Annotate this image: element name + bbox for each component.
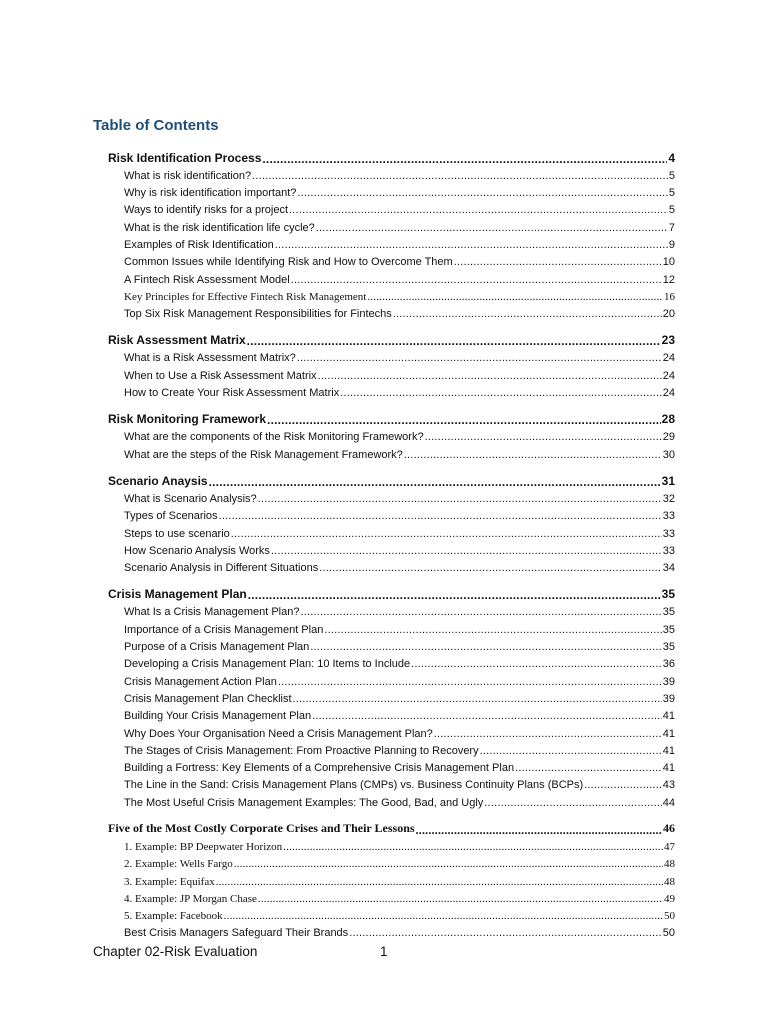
toc-item-page: 36 bbox=[662, 658, 675, 671]
toc-leader-dots bbox=[316, 223, 668, 234]
toc-section-page: 4 bbox=[668, 150, 675, 165]
toc-item-entry[interactable] bbox=[108, 347, 675, 364]
toc-item-page: 41 bbox=[662, 727, 675, 740]
toc-item-entry[interactable] bbox=[108, 182, 675, 199]
toc-item-label: Examples of Risk Identification bbox=[124, 238, 274, 251]
toc-item-page: 35 bbox=[662, 623, 675, 636]
toc-leader-dots bbox=[319, 563, 662, 574]
toc-item-label: 5. Example: Facebook bbox=[124, 910, 223, 923]
toc-item-entry[interactable] bbox=[108, 443, 675, 460]
toc-item-entry[interactable] bbox=[108, 791, 675, 808]
toc-item-label: The Stages of Crisis Management: From Proactive Planning to Recovery bbox=[124, 744, 479, 757]
toc-item-page: 29 bbox=[662, 431, 675, 444]
toc-item-label: Crisis Management Action Plan bbox=[124, 675, 277, 688]
toc-leader-dots bbox=[293, 694, 662, 705]
toc-item-page: 49 bbox=[664, 892, 675, 905]
toc-item-page: 47 bbox=[664, 841, 675, 853]
toc-item-label: Scenario Analysis in Different Situations bbox=[124, 562, 319, 575]
toc-item-label: 2. Example: Wells Fargo bbox=[124, 858, 233, 871]
toc-item-page: 50 bbox=[664, 910, 675, 923]
toc-section-entry[interactable] bbox=[108, 584, 675, 602]
toc-section-page: 35 bbox=[661, 587, 675, 602]
toc-item-entry[interactable] bbox=[108, 601, 675, 618]
toc-item-label: Steps to use scenario bbox=[124, 527, 230, 540]
toc-item-label: Developing a Crisis Management Plan: 10 Items to Include bbox=[124, 658, 411, 671]
toc-item-label: Crisis Management Plan Checklist bbox=[124, 692, 292, 705]
toc-leader-dots bbox=[454, 257, 662, 268]
toc-item-page: 50 bbox=[662, 927, 675, 940]
toc-item-entry[interactable] bbox=[108, 705, 675, 722]
toc-leader-dots bbox=[312, 711, 662, 722]
toc-leader-dots bbox=[247, 335, 661, 347]
toc-item-entry[interactable] bbox=[108, 688, 675, 705]
toc-item-label: Purpose of a Crisis Management Plan bbox=[124, 641, 310, 654]
toc-item-label: Building Your Crisis Management Plan bbox=[124, 710, 312, 723]
toc-leader-dots bbox=[515, 763, 662, 774]
toc-item-page: 24 bbox=[662, 352, 675, 365]
toc-leader-dots bbox=[434, 729, 662, 740]
toc-item-entry[interactable] bbox=[108, 722, 675, 739]
toc-section-page: 28 bbox=[661, 412, 675, 427]
toc-item-label: Importance of a Crisis Management Plan bbox=[124, 623, 324, 636]
toc-item-page: 32 bbox=[662, 492, 675, 505]
toc-leader-dots bbox=[349, 928, 662, 939]
toc-item-page: 41 bbox=[662, 744, 675, 757]
toc-item-label: Common Issues while Identifying Risk and How to Overcome Them bbox=[124, 256, 453, 269]
toc-leader-dots bbox=[480, 746, 662, 757]
toc-item-page: 44 bbox=[662, 796, 675, 809]
toc-item-entry[interactable] bbox=[108, 670, 675, 687]
toc-leader-dots bbox=[216, 877, 663, 888]
toc-item-label: 3. Example: Equifax bbox=[124, 875, 215, 888]
toc-leader-dots bbox=[262, 153, 667, 165]
toc-leader-dots bbox=[248, 589, 661, 601]
toc-item-entry[interactable] bbox=[108, 853, 675, 870]
toc-item-label: What are the components of the Risk Monitoring Framework? bbox=[124, 431, 424, 444]
toc-leader-dots bbox=[393, 309, 662, 320]
toc-item-page: 5 bbox=[668, 187, 675, 200]
toc-leader-dots bbox=[324, 625, 661, 636]
toc-item-entry[interactable] bbox=[108, 199, 675, 216]
toc-item-entry[interactable] bbox=[108, 870, 675, 887]
toc-leader-dots bbox=[252, 171, 668, 182]
toc-leader-dots bbox=[289, 205, 668, 216]
toc-item-entry[interactable] bbox=[108, 922, 675, 939]
toc-item-page: 43 bbox=[662, 779, 675, 792]
toc-item-page: 7 bbox=[668, 221, 675, 234]
toc-section-label: Risk Assessment Matrix bbox=[108, 333, 246, 348]
toc-item-label: What is risk identification? bbox=[124, 169, 252, 182]
toc-item-page: 35 bbox=[662, 641, 675, 654]
toc-item-entry[interactable] bbox=[108, 488, 675, 505]
toc-item-label: When to Use a Risk Assessment Matrix bbox=[124, 369, 317, 382]
table-of-contents bbox=[108, 147, 675, 939]
toc-item-label: Top Six Risk Management Responsibilities for Fintechs bbox=[124, 308, 392, 321]
toc-section-entry[interactable] bbox=[108, 818, 675, 836]
toc-item-page: 10 bbox=[662, 256, 675, 269]
toc-leader-dots bbox=[297, 188, 667, 199]
toc-leader-dots bbox=[291, 275, 662, 286]
toc-section-label: Five of the Most Costly Corporate Crises and Their Lessons bbox=[108, 820, 415, 835]
toc-item-entry[interactable] bbox=[108, 268, 675, 285]
toc-item-page: 33 bbox=[662, 544, 675, 557]
toc-leader-dots bbox=[367, 292, 663, 303]
toc-leader-dots bbox=[209, 476, 661, 488]
toc-item-entry[interactable] bbox=[108, 653, 675, 670]
toc-item-label: 1. Example: BP Deepwater Horizon bbox=[124, 841, 283, 853]
footer-page-number: 1 bbox=[380, 944, 388, 959]
toc-item-entry[interactable] bbox=[108, 364, 675, 381]
toc-item-entry[interactable] bbox=[108, 757, 675, 774]
toc-section-label: Crisis Management Plan bbox=[108, 587, 247, 602]
toc-item-page: 34 bbox=[662, 562, 675, 575]
toc-leader-dots bbox=[416, 824, 662, 836]
toc-item-entry[interactable] bbox=[108, 557, 675, 574]
toc-item-entry[interactable] bbox=[108, 165, 675, 182]
toc-item-page: 48 bbox=[664, 858, 675, 871]
toc-leader-dots bbox=[258, 894, 663, 905]
toc-item-entry[interactable] bbox=[108, 905, 675, 922]
page-title: Table of Contents bbox=[93, 117, 219, 134]
toc-item-label: What is Scenario Analysis? bbox=[124, 492, 257, 505]
toc-leader-dots bbox=[318, 371, 662, 382]
toc-item-entry[interactable] bbox=[108, 618, 675, 635]
toc-item-page: 24 bbox=[662, 369, 675, 382]
toc-item-entry[interactable] bbox=[108, 505, 675, 522]
toc-item-entry[interactable] bbox=[108, 251, 675, 268]
toc-item-entry[interactable] bbox=[108, 303, 675, 320]
toc-item-page: 24 bbox=[662, 387, 675, 400]
toc-section-label: Risk Monitoring Framework bbox=[108, 412, 267, 427]
toc-leader-dots bbox=[283, 842, 663, 853]
toc-item-entry[interactable] bbox=[108, 888, 675, 905]
toc-item-entry[interactable] bbox=[108, 286, 675, 303]
toc-leader-dots bbox=[404, 450, 662, 461]
toc-leader-dots bbox=[224, 911, 663, 922]
toc-item-entry[interactable] bbox=[108, 216, 675, 233]
toc-item-label: What is a Risk Assessment Matrix? bbox=[124, 352, 296, 365]
toc-item-page: 9 bbox=[668, 238, 675, 251]
toc-item-label: Key Principles for Effective Fintech Risk Management bbox=[124, 290, 367, 303]
toc-section-page: 23 bbox=[661, 333, 675, 348]
toc-item-label: Ways to identify risks for a project bbox=[124, 204, 289, 217]
toc-leader-dots bbox=[340, 388, 662, 399]
toc-leader-dots bbox=[484, 798, 661, 809]
toc-leader-dots bbox=[231, 529, 662, 540]
toc-item-entry[interactable] bbox=[108, 740, 675, 757]
toc-leader-dots bbox=[275, 240, 668, 251]
toc-item-label: What are the steps of the Risk Management Framework? bbox=[124, 448, 403, 461]
toc-leader-dots bbox=[258, 494, 662, 505]
toc-item-page: 30 bbox=[662, 448, 675, 461]
toc-item-label: Best Crisis Managers Safeguard Their Brands bbox=[124, 927, 349, 940]
toc-item-entry[interactable] bbox=[108, 382, 675, 399]
toc-leader-dots bbox=[310, 642, 661, 653]
toc-section-page: 31 bbox=[661, 473, 675, 488]
toc-item-label: Why is risk identification important? bbox=[124, 187, 297, 200]
toc-item-entry[interactable] bbox=[108, 636, 675, 653]
toc-leader-dots bbox=[584, 780, 662, 791]
toc-leader-dots bbox=[300, 607, 661, 618]
toc-item-label: What is the risk identification life cycle? bbox=[124, 221, 315, 234]
toc-item-label: The Most Useful Crisis Management Examples: The Good, Bad, and Ugly bbox=[124, 796, 484, 809]
toc-item-page: 5 bbox=[668, 204, 675, 217]
toc-item-page: 20 bbox=[662, 308, 675, 321]
toc-item-label: How Scenario Analysis Works bbox=[124, 544, 270, 557]
toc-leader-dots bbox=[267, 414, 661, 426]
toc-item-label: Why Does Your Organisation Need a Crisis Management Plan? bbox=[124, 727, 433, 740]
toc-item-page: 5 bbox=[668, 169, 675, 182]
toc-item-page: 41 bbox=[662, 710, 675, 723]
toc-item-label: The Line in the Sand: Crisis Management Plans (CMPs) vs. Business Continuity Plans (BCPs) bbox=[124, 779, 584, 792]
footer-chapter: Chapter 02-Risk Evaluation bbox=[93, 944, 258, 959]
toc-section-label: Scenario Anaysis bbox=[108, 473, 208, 488]
toc-item-label: How to Create Your Risk Assessment Matrix bbox=[124, 387, 340, 400]
toc-leader-dots bbox=[411, 659, 662, 670]
toc-item-page: 12 bbox=[662, 273, 675, 286]
toc-item-page: 39 bbox=[662, 675, 675, 688]
toc-item-page: 41 bbox=[662, 762, 675, 775]
toc-item-label: Types of Scenarios bbox=[124, 510, 218, 523]
toc-item-label: Building a Fortress: Key Elements of a Comprehensive Crisis Management Plan bbox=[124, 762, 515, 775]
toc-leader-dots bbox=[234, 859, 663, 870]
toc-section-label: Risk Identification Process bbox=[108, 150, 262, 165]
toc-item-page: 33 bbox=[662, 510, 675, 523]
toc-section-page: 46 bbox=[663, 820, 675, 835]
toc-leader-dots bbox=[271, 546, 662, 557]
toc-leader-dots bbox=[297, 353, 662, 364]
toc-leader-dots bbox=[278, 677, 662, 688]
toc-section-entry[interactable] bbox=[108, 147, 675, 165]
toc-item-page: 39 bbox=[662, 692, 675, 705]
toc-item-entry[interactable] bbox=[108, 522, 675, 539]
toc-item-page: 48 bbox=[664, 875, 675, 888]
toc-leader-dots bbox=[425, 432, 662, 443]
toc-item-entry[interactable] bbox=[108, 836, 675, 853]
toc-item-page: 33 bbox=[662, 527, 675, 540]
toc-item-label: A Fintech Risk Assessment Model bbox=[124, 273, 290, 286]
toc-item-label: What Is a Crisis Management Plan? bbox=[124, 606, 300, 619]
toc-section-entry[interactable] bbox=[108, 330, 675, 348]
toc-item-label: 4. Example: JP Morgan Chase bbox=[124, 892, 257, 905]
toc-section-entry[interactable] bbox=[108, 470, 675, 488]
toc-item-entry[interactable] bbox=[108, 426, 675, 443]
toc-item-entry[interactable] bbox=[108, 774, 675, 791]
toc-section-entry[interactable] bbox=[108, 409, 675, 427]
toc-item-entry[interactable] bbox=[108, 540, 675, 557]
toc-item-page: 35 bbox=[662, 606, 675, 619]
toc-item-entry[interactable] bbox=[108, 234, 675, 251]
toc-leader-dots bbox=[219, 511, 662, 522]
toc-item-page: 16 bbox=[664, 290, 675, 303]
